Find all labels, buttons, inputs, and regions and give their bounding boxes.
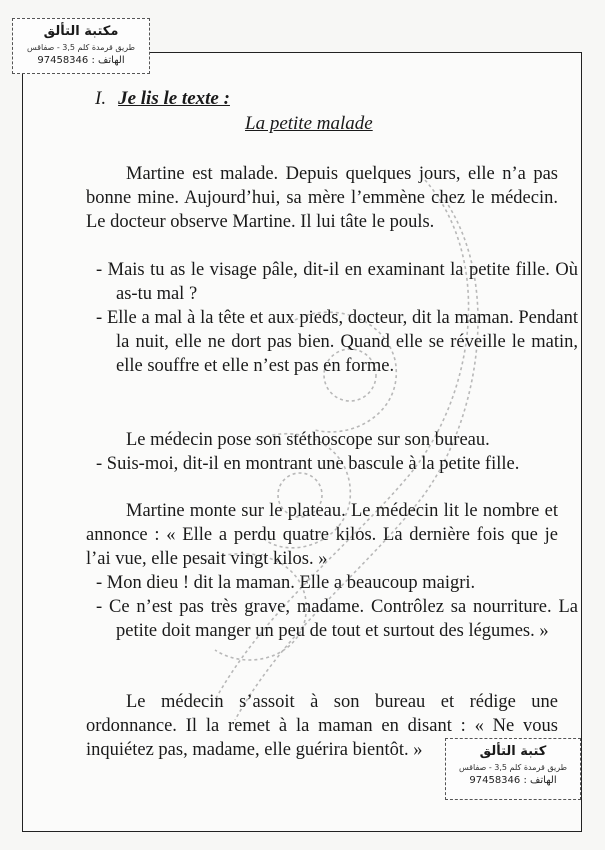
text-title: La petite malade: [245, 113, 373, 134]
stamp-address: طريق قرمدة كلم 3,5 - صفاقس: [458, 762, 568, 772]
dialogue-4: - Mon dieu ! dit la maman. Elle a beaucoup maigri.: [96, 573, 476, 593]
stamp-phone: الهاتف : 97458346: [37, 55, 125, 67]
paragraph-1: Martine est malade. Depuis quelques jours, elle n’a pas bonne mine. Aujourd’hui, sa mère l’emmène chez le médecin. Le docteur observe Martine. Il lui tâte le pouls.: [86, 164, 558, 232]
dialogue-2: - Elle a mal à la tête et aux pieds, docteur, dit la maman. Pendant la nuit, elle ne dort pas bien. Quand elle se réveille le matin, elle souffre et elle n’est pas en forme.: [96, 308, 578, 376]
paragraph-3: Martine monte sur le plateau. Le médecin lit le nombre et annonce : « Elle a perdu quatre kilos. La dernière fois que je l’ai vue, elle pesait vingt kilos. »: [86, 501, 558, 569]
library-stamp-bottom: [445, 738, 581, 800]
stamp-address: طريق قرمدة كلم 3,5 - صفاقس: [26, 42, 136, 52]
dialogue-1: - Mais tu as le visage pâle, dit-il en examinant la petite fille. Où as-tu mal ?: [96, 260, 578, 304]
stamp-phone: الهاتف : 97458346: [469, 775, 557, 787]
section-heading: [95, 88, 230, 110]
stamp-name: مكتبة التألق: [43, 24, 119, 39]
paragraph-4: Le médecin s’assoit à son bureau et rédige une ordonnance. Il la remet à la maman en disant : « Ne vous inquiétez pas, madame, elle guérira bientôt. »: [86, 692, 558, 760]
dialogue-3: - Suis-moi, dit-il en montrant une bascule à la petite fille.: [96, 454, 520, 474]
library-stamp-top: [12, 18, 150, 74]
section-label: Je lis le texte :: [118, 88, 230, 109]
paragraph-2: Le médecin pose son stéthoscope sur son bureau.: [126, 430, 490, 450]
section-number: I.: [95, 88, 107, 109]
stamp-name: كتبة التألق: [479, 744, 547, 759]
dialogue-5: - Ce n’est pas très grave, madame. Contrôlez sa nourriture. La petite doit manger un peu de tout et surtout des légumes. »: [96, 597, 578, 641]
